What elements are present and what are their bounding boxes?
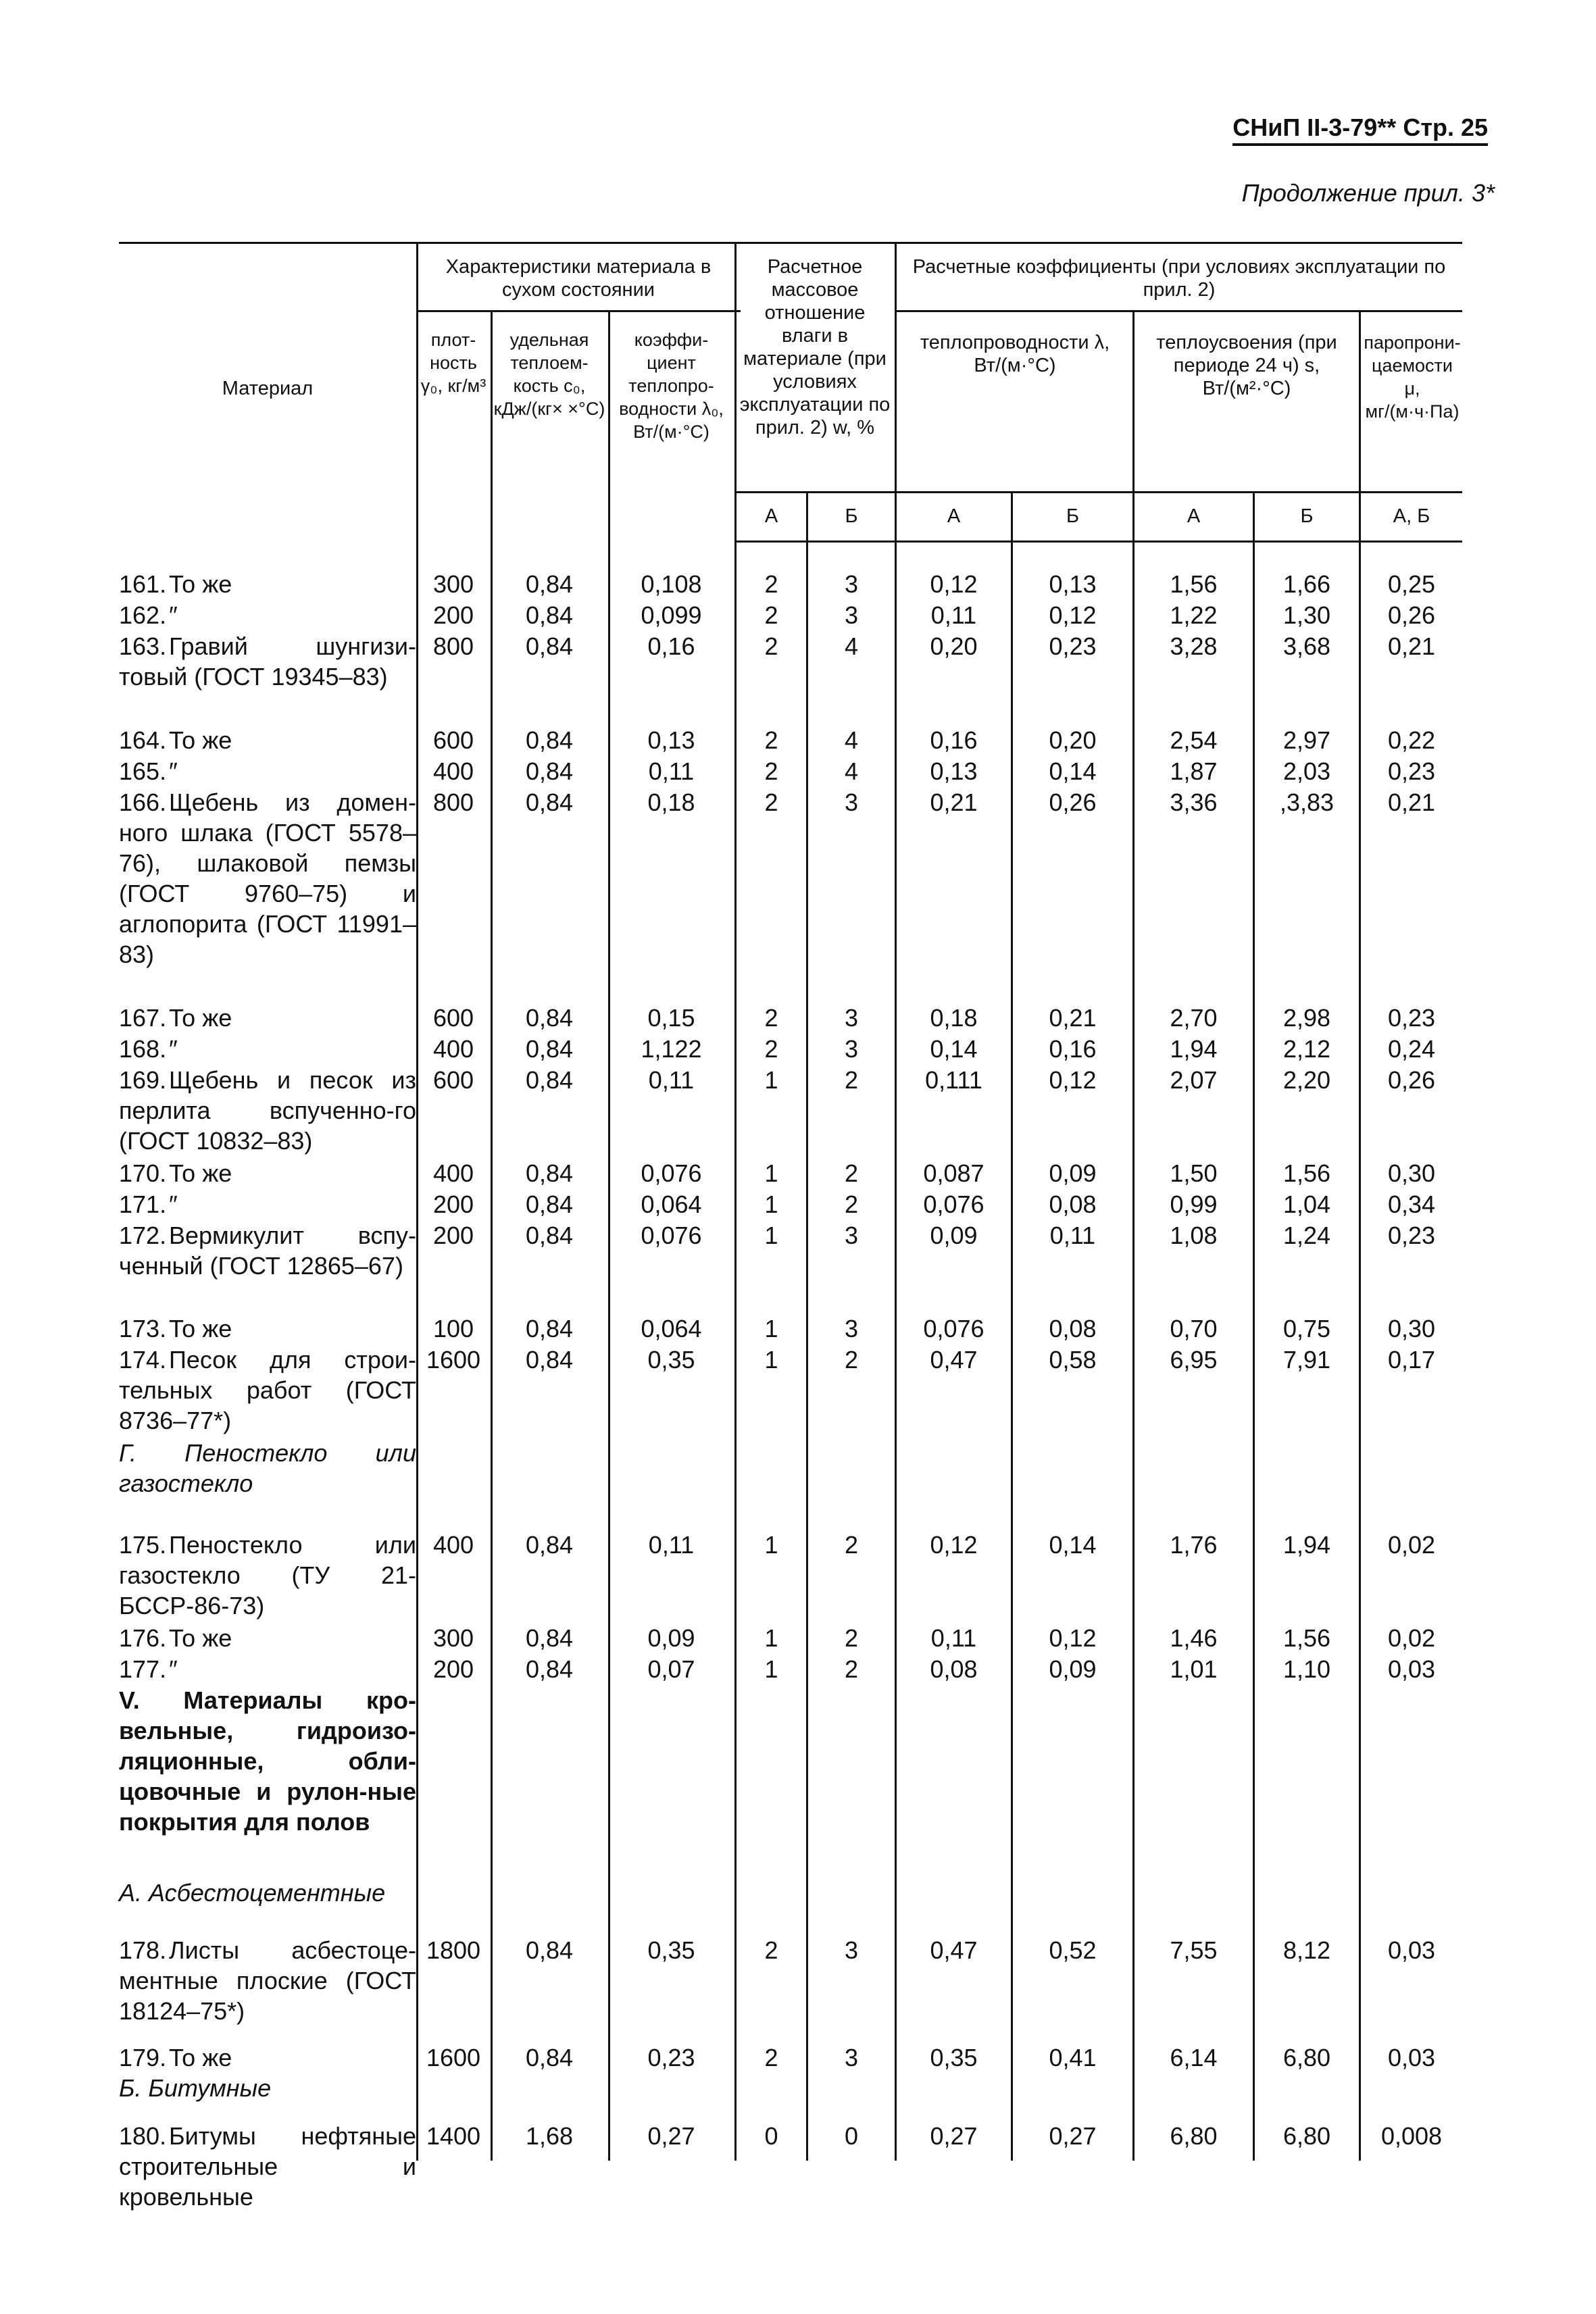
value-cell: 300 (432, 570, 474, 598)
row-number: 175. (119, 1531, 167, 1559)
value-cell: 2 (844, 1346, 859, 1374)
value-cell: 1,08 (1170, 1222, 1218, 1249)
value-cell: 0,12 (1049, 1066, 1097, 1094)
material-name: То же (169, 726, 232, 754)
value-cell: 0,15 (647, 1004, 695, 1032)
section-heading (119, 1685, 416, 1837)
value-cell: 0,076 (641, 1159, 702, 1187)
value-cell: 0,08 (1049, 1190, 1097, 1218)
value-cell: 2,97 (1282, 726, 1331, 754)
material-name: Г. Пеностекло или газостекло (119, 1439, 416, 1497)
value-cell: 0,70 (1170, 1315, 1218, 1342)
material-cell (119, 1065, 416, 1156)
header-dry-state: Характеристики материала в сухом состоянии (445, 256, 712, 301)
value-cell: 1,10 (1282, 1655, 1331, 1683)
value-cell: 0,35 (647, 1936, 695, 1964)
value-cell: 200 (432, 601, 474, 629)
value-cell: 2,70 (1170, 1004, 1218, 1032)
material-cell (119, 569, 416, 599)
value-cell: 0,75 (1282, 1315, 1331, 1342)
value-cell: 0,84 (525, 1315, 574, 1342)
value-cell: 1,87 (1170, 757, 1218, 785)
table-top-rule (119, 242, 1462, 244)
value-cell: 1 (764, 1346, 778, 1374)
sub-header-b: Б (1300, 505, 1314, 527)
value-cell: 0,08 (1049, 1315, 1097, 1342)
value-cell: 2 (764, 788, 778, 816)
value-cell: 2 (764, 601, 778, 629)
value-cell: 3 (844, 788, 859, 816)
value-cell: 3 (844, 1315, 859, 1342)
row-number: 164. (119, 726, 167, 754)
value-cell: 2 (764, 1004, 778, 1032)
header-material: Материал (222, 378, 314, 399)
value-cell: 1,76 (1170, 1531, 1218, 1559)
value-cell: 0,02 (1387, 1531, 1436, 1559)
row-number: 163. (119, 632, 167, 660)
material-name: То же (169, 1315, 232, 1342)
value-cell: 800 (432, 788, 474, 816)
value-cell: 0,84 (525, 632, 574, 660)
row-number: 167. (119, 1004, 167, 1032)
value-cell: 200 (432, 1190, 474, 1218)
material-name: То же (169, 1159, 232, 1187)
value-cell: 200 (432, 1655, 474, 1683)
value-cell: 0,26 (1387, 601, 1436, 629)
value-cell: 0,03 (1387, 1655, 1436, 1683)
row-number: 166. (119, 788, 167, 816)
value-cell: 0,13 (647, 726, 695, 754)
header-density: плот-ность γ₀, кг/м³ (420, 330, 487, 396)
value-cell: 1 (764, 1190, 778, 1218)
value-cell: 0,30 (1387, 1159, 1436, 1187)
value-cell: 600 (432, 726, 474, 754)
header-vapor-permeability: паропрони-цаемости μ, мг/(м·ч·Па) (1364, 332, 1461, 422)
value-cell: 1 (764, 1159, 778, 1187)
value-cell: 0,84 (525, 1222, 574, 1249)
row-number: 169. (119, 1066, 167, 1094)
value-cell: 0,99 (1170, 1190, 1218, 1218)
material-name: ″ (169, 601, 178, 629)
material-cell (119, 1158, 416, 1188)
value-cell: 2 (844, 1159, 859, 1187)
value-cell: 1,22 (1170, 601, 1218, 629)
material-cell (119, 1935, 416, 2026)
value-cell: 0,24 (1387, 1035, 1436, 1063)
value-cell: 100 (432, 1315, 474, 1342)
material-name: Вермикулит вспу-ченный (ГОСТ 12865–67) (119, 1222, 416, 1280)
header-design-coefs: Расчетные коэффициенты (при условиях эксплуатации по прил. 2) (912, 256, 1446, 301)
material-cell (119, 2121, 416, 2212)
value-cell: 0,08 (930, 1655, 978, 1683)
value-cell: 0,12 (1049, 601, 1097, 629)
value-cell: 0,84 (525, 601, 574, 629)
value-cell: 0,11 (930, 601, 977, 629)
value-cell: 0,18 (930, 1004, 978, 1032)
value-cell: 0,12 (1049, 1624, 1097, 1652)
material-name: V. Материалы кро-вельные, гидроизо-ляционные, обли-цовочные и рулон-ные покрытия для полов (119, 1686, 416, 1836)
value-cell: 0,41 (1049, 2044, 1097, 2071)
row-number: 171. (119, 1190, 167, 1218)
sub-header-a: А (764, 505, 778, 527)
value-cell: 0,14 (1049, 757, 1097, 785)
row-number: 180. (119, 2122, 167, 2150)
value-cell: 0,087 (923, 1159, 984, 1187)
value-cell: 0,16 (930, 726, 978, 754)
value-cell: 0,064 (641, 1315, 702, 1342)
value-cell: 6,14 (1170, 2044, 1218, 2071)
material-cell (119, 1034, 416, 1064)
header-moisture: Расчетное массовое отношение влаги в материале (при условиях эксплуатации по прил. 2) w, % (739, 256, 891, 438)
value-cell: 0,27 (1049, 2122, 1097, 2150)
value-cell: 3,68 (1282, 632, 1331, 660)
value-cell: 2 (764, 1035, 778, 1063)
value-cell: 0,84 (525, 570, 574, 598)
material-name: ″ (169, 1655, 178, 1683)
value-cell: 0,25 (1387, 570, 1436, 598)
value-cell: 0,12 (930, 570, 978, 598)
value-cell: 0,13 (1049, 570, 1097, 598)
value-cell: 0,111 (925, 1066, 982, 1094)
value-cell: 1600 (426, 1346, 481, 1374)
value-cell: 0,20 (930, 632, 978, 660)
value-cell: 0,099 (641, 601, 702, 629)
value-cell: 2 (844, 1066, 859, 1094)
value-cell: 0,84 (525, 2044, 574, 2071)
value-cell: 1 (764, 1655, 778, 1683)
value-cell: 1 (764, 1531, 778, 1559)
value-cell: 2,20 (1282, 1066, 1331, 1094)
value-cell: 3 (844, 570, 859, 598)
value-cell: 0,02 (1387, 1624, 1436, 1652)
value-cell: 2 (764, 1936, 778, 1964)
material-cell (119, 1344, 416, 1436)
value-cell: 1,122 (641, 1035, 702, 1063)
material-name: То же (169, 570, 232, 598)
material-cell (119, 1623, 416, 1653)
material-cell (119, 1189, 416, 1219)
value-cell: 0,09 (647, 1624, 695, 1652)
value-cell: 0,27 (930, 2122, 978, 2150)
value-cell: 2 (844, 1531, 859, 1559)
value-cell: 0,84 (525, 788, 574, 816)
material-cell (119, 787, 416, 970)
material-name: ″ (169, 757, 178, 785)
value-cell: 7,55 (1170, 1936, 1218, 1964)
value-cell: 2,98 (1282, 1004, 1331, 1032)
material-name: Пеностекло или газостекло (ТУ 21-БССР-86-73) (119, 1531, 416, 1619)
value-cell: 0,09 (1049, 1159, 1097, 1187)
value-cell: 0,84 (525, 1624, 574, 1652)
value-cell: 2 (844, 1190, 859, 1218)
value-cell: 0,23 (1049, 632, 1097, 660)
value-cell: 0,22 (1387, 726, 1436, 754)
row-number: 170. (119, 1159, 167, 1187)
value-cell: 0,064 (641, 1190, 702, 1218)
value-cell: 0,18 (647, 788, 695, 816)
material-name: Листы асбестоце-ментные плоские (ГОСТ 18124–75*) (119, 1936, 416, 2025)
value-cell: 1 (764, 1222, 778, 1249)
row-number: 178. (119, 1936, 167, 1964)
value-cell: 0,09 (930, 1222, 978, 1249)
value-cell: 0,84 (525, 1346, 574, 1374)
value-cell: 0,03 (1387, 2044, 1436, 2071)
material-name: Песок для строи-тельных работ (ГОСТ 8736–77*) (119, 1346, 416, 1434)
value-cell: 0,076 (923, 1190, 984, 1218)
value-cell: 1 (764, 1624, 778, 1652)
running-header: СНиП II-3-79** Стр. 25 (1232, 114, 1488, 146)
material-name: То же (169, 1624, 232, 1652)
value-cell: 1,66 (1282, 570, 1331, 598)
material-cell (119, 1530, 416, 1621)
value-cell: 0,11 (930, 1624, 977, 1652)
value-cell: 400 (432, 1531, 474, 1559)
value-cell: 0,35 (930, 2044, 978, 2071)
value-cell: 3 (844, 1035, 859, 1063)
value-cell: 400 (432, 1035, 474, 1063)
material-cell (119, 1654, 416, 1684)
value-cell: 800 (432, 632, 474, 660)
subheader-rule (734, 491, 1462, 493)
value-cell: 0,84 (525, 1004, 574, 1032)
value-cell: 0,84 (525, 1531, 574, 1559)
header-conductivity: теплопроводности λ, Вт/(м·°С) (920, 332, 1110, 376)
row-number: 172. (119, 1222, 167, 1249)
value-cell: 0,07 (647, 1655, 695, 1683)
header-heat-capacity: удельная теплоем-кость c₀, кДж/(кг× ×°С) (493, 330, 605, 419)
material-name: Щебень и песок из перлита вспученно-го (ГОСТ 10832–83) (119, 1066, 416, 1155)
value-cell: 0,16 (647, 632, 695, 660)
value-cell: 0,84 (525, 1190, 574, 1218)
sub-header-a: А (947, 505, 961, 527)
value-cell: 1,94 (1170, 1035, 1218, 1063)
value-cell: 2 (764, 632, 778, 660)
value-cell: 0 (844, 2122, 859, 2150)
value-cell: 0,34 (1387, 1190, 1436, 1218)
material-name: Гравий шунгизи-товый (ГОСТ 19345–83) (119, 632, 416, 690)
value-cell: 3,36 (1170, 788, 1218, 816)
value-cell: 0,58 (1049, 1346, 1097, 1374)
row-number: 162. (119, 601, 167, 629)
value-cell: 7,91 (1282, 1346, 1331, 1374)
value-cell: 0,52 (1049, 1936, 1097, 1964)
material-name: Битумы нефтяные строительные и кровельные (119, 2122, 416, 2211)
value-cell: 2 (844, 1624, 859, 1652)
value-cell: 4 (844, 726, 859, 754)
header-bottom-rule (734, 540, 1462, 543)
value-cell: 6,80 (1282, 2044, 1331, 2071)
sub-header-b: Б (1066, 505, 1080, 527)
value-cell: 3 (844, 1222, 859, 1249)
value-cell: 0,84 (525, 1655, 574, 1683)
material-name: ″ (169, 1190, 178, 1218)
row-number: 168. (119, 1035, 167, 1063)
value-cell: 0,11 (648, 1531, 695, 1559)
material-name: ″ (169, 1035, 178, 1063)
value-cell: 0,076 (641, 1222, 702, 1249)
row-number: 176. (119, 1624, 167, 1652)
value-cell: 0 (764, 2122, 778, 2150)
value-cell: 0,12 (930, 1531, 978, 1559)
header-conductivity-dry: коэффи-циент теплопро-водности λ₀, Вт/(м·°С) (619, 330, 724, 442)
row-number: 174. (119, 1346, 167, 1374)
material-cell (119, 725, 416, 755)
value-cell: 1800 (426, 1936, 481, 1964)
material-cell (119, 1220, 416, 1281)
value-cell: 1,56 (1282, 1159, 1331, 1187)
material-name: А. Асбестоцементные (119, 1879, 386, 1907)
value-cell: 4 (844, 632, 859, 660)
value-cell: 0,21 (1049, 1004, 1097, 1032)
material-cell (119, 756, 416, 786)
value-cell: 0,008 (1380, 2122, 1443, 2150)
value-cell: 0,23 (1387, 757, 1436, 785)
value-cell: 0,11 (648, 757, 695, 785)
header-heat-absorption: теплоусвоения (при периоде 24 ч) s, Вт/(м²·°С) (1156, 332, 1337, 399)
value-cell: 2,12 (1282, 1035, 1331, 1063)
material-cell (119, 631, 416, 692)
value-cell: 1 (764, 1066, 778, 1094)
value-cell: 1400 (426, 2122, 481, 2150)
value-cell: 0,84 (525, 1159, 574, 1187)
value-cell: 1 (764, 1315, 778, 1342)
value-cell: 400 (432, 1159, 474, 1187)
value-cell: 0,23 (1387, 1004, 1436, 1032)
row-number: 165. (119, 757, 167, 785)
row-number: 161. (119, 570, 167, 598)
dry-state-rule (416, 310, 741, 312)
value-cell: 0,84 (525, 726, 574, 754)
value-cell: 300 (432, 1624, 474, 1652)
value-cell: 0,076 (923, 1315, 984, 1342)
value-cell: 0,16 (1049, 1035, 1097, 1063)
material-name: Б. Битумные (119, 2074, 272, 2102)
value-cell: 3,28 (1170, 632, 1218, 660)
value-cell: 600 (432, 1004, 474, 1032)
sub-header-b: Б (845, 505, 858, 527)
section-heading (119, 2073, 416, 2103)
continuation-caption: Продолжение прил. 3* (1241, 179, 1495, 207)
value-cell: 0,23 (647, 2044, 695, 2071)
value-cell: 2,54 (1170, 726, 1218, 754)
material-name: То же (169, 2044, 232, 2071)
value-cell: 1,56 (1282, 1624, 1331, 1652)
value-cell: 2 (764, 726, 778, 754)
value-cell: 400 (432, 757, 474, 785)
value-cell: 0,09 (1049, 1655, 1097, 1683)
value-cell: 0,20 (1049, 726, 1097, 754)
row-number: 173. (119, 1315, 167, 1342)
value-cell: 0,84 (525, 1066, 574, 1094)
value-cell: 6,80 (1282, 2122, 1331, 2150)
value-cell: 1,46 (1170, 1624, 1218, 1652)
value-cell: 0,14 (930, 1035, 978, 1063)
value-cell: ,3,83 (1279, 788, 1335, 816)
value-cell: 1,30 (1282, 601, 1331, 629)
value-cell: 0,21 (1387, 788, 1436, 816)
row-number: 177. (119, 1655, 167, 1683)
value-cell: 3 (844, 601, 859, 629)
value-cell: 1,50 (1170, 1159, 1218, 1187)
value-cell: 2 (844, 1655, 859, 1683)
value-cell: 2 (764, 570, 778, 598)
value-cell: 2,03 (1282, 757, 1331, 785)
value-cell: 200 (432, 1222, 474, 1249)
value-cell: 0,11 (1049, 1222, 1096, 1249)
material-cell (119, 1313, 416, 1344)
value-cell: 2,07 (1170, 1066, 1218, 1094)
value-cell: 0,30 (1387, 1315, 1436, 1342)
value-cell: 3 (844, 1004, 859, 1032)
value-cell: 8,12 (1282, 1936, 1331, 1964)
value-cell: 3 (844, 2044, 859, 2071)
value-cell: 1600 (426, 2044, 481, 2071)
row-number: 179. (119, 2044, 167, 2071)
value-cell: 0,26 (1387, 1066, 1436, 1094)
value-cell: 0,108 (641, 570, 702, 598)
value-cell: 0,21 (930, 788, 978, 816)
section-heading (119, 1438, 416, 1499)
value-cell: 0,14 (1049, 1531, 1097, 1559)
value-cell: 1,68 (525, 2122, 574, 2150)
value-cell: 6,80 (1170, 2122, 1218, 2150)
value-cell: 6,95 (1170, 1346, 1218, 1374)
value-cell: 0,23 (1387, 1222, 1436, 1249)
value-cell: 0,03 (1387, 1936, 1436, 1964)
value-cell: 0,35 (647, 1346, 695, 1374)
value-cell: 1,94 (1282, 1531, 1331, 1559)
coefs-rule (895, 310, 1462, 312)
section-heading (119, 1878, 416, 1908)
value-cell: 0,47 (930, 1346, 978, 1374)
value-cell: 1,56 (1170, 570, 1218, 598)
material-name: Щебень из домен-ного шлака (ГОСТ 5578–76), шлаковой пемзы (ГОСТ 9760–75) и аглопорита (ГОСТ 11991–83) (119, 788, 416, 968)
value-cell: 0,47 (930, 1936, 978, 1964)
value-cell: 0,21 (1387, 632, 1436, 660)
value-cell: 0,13 (930, 757, 978, 785)
value-cell: 0,26 (1049, 788, 1097, 816)
value-cell: 3 (844, 1936, 859, 1964)
value-cell: 1,04 (1282, 1190, 1331, 1218)
material-name: То же (169, 1004, 232, 1032)
value-cell: 0,11 (648, 1066, 695, 1094)
value-cell: 1,01 (1170, 1655, 1218, 1683)
sub-header-ab: А, Б (1393, 505, 1430, 527)
value-cell: 2 (764, 2044, 778, 2071)
value-cell: 0,84 (525, 757, 574, 785)
value-cell: 0,84 (525, 1936, 574, 1964)
value-cell: 600 (432, 1066, 474, 1094)
value-cell: 0,27 (647, 2122, 695, 2150)
value-cell: 1,24 (1282, 1222, 1331, 1249)
material-cell (119, 600, 416, 630)
value-cell: 0,17 (1387, 1346, 1436, 1374)
value-cell: 2 (764, 757, 778, 785)
value-cell: 4 (844, 757, 859, 785)
sub-header-a: А (1187, 505, 1201, 527)
material-cell (119, 1003, 416, 1033)
value-cell: 0,84 (525, 1035, 574, 1063)
material-cell (119, 2042, 416, 2073)
